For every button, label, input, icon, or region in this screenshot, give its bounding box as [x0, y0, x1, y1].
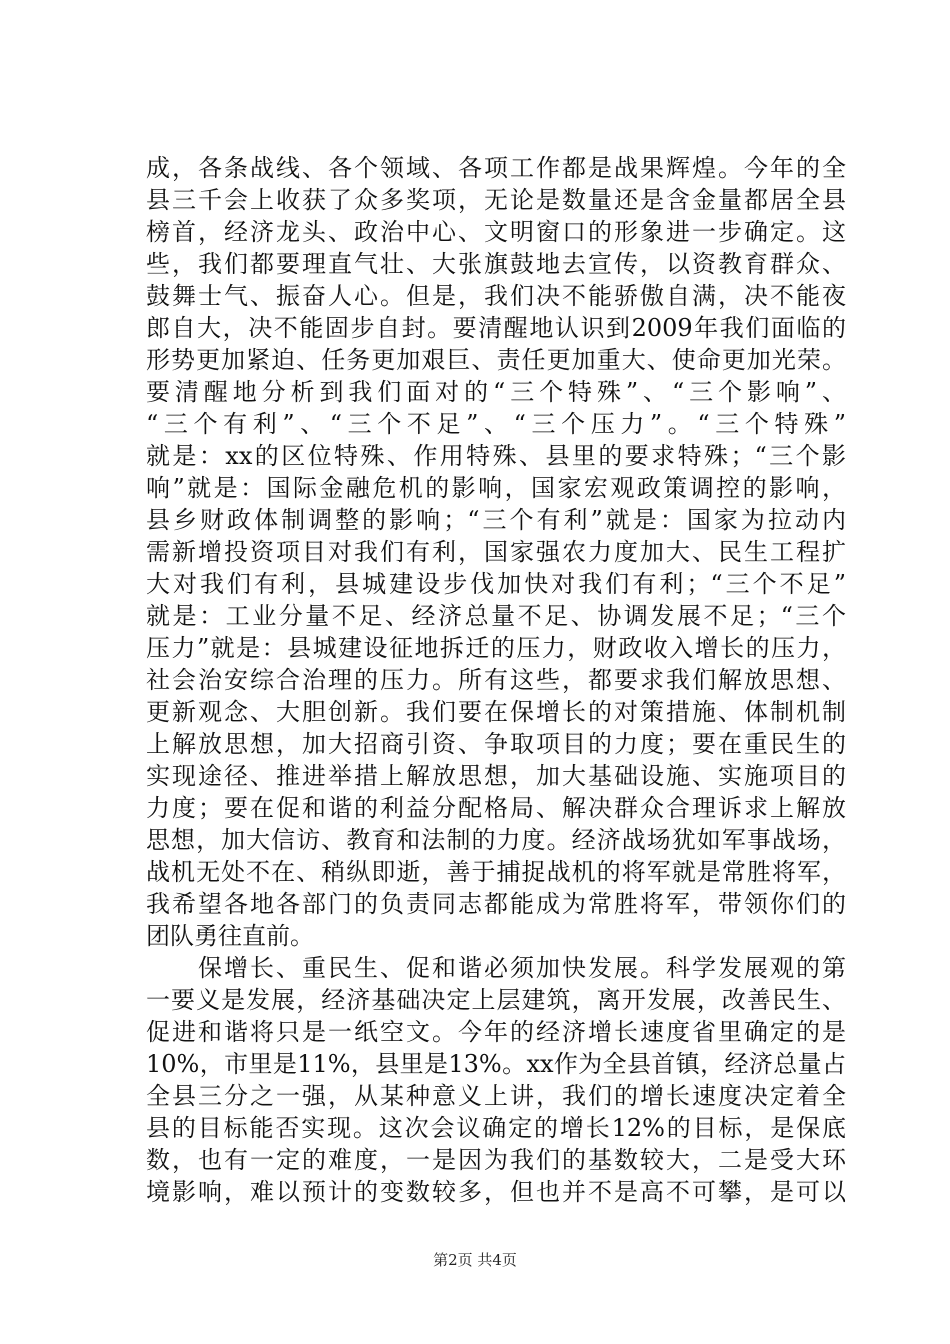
- text-line: 县三千会上收获了众多奖项，无论是数量还是含金量都居全县: [146, 186, 846, 214]
- text-line: 上解放思想，加大招商引资、争取项目的力度；要在重民生的: [146, 730, 846, 758]
- text-line: 就是：工业分量不足、经济总量不足、协调发展不足；“三个: [146, 602, 846, 630]
- text-line: 响”就是：国际金融危机的影响，国家宏观政策调控的影响，: [146, 474, 846, 502]
- text-line: 力度；要在促和谐的利益分配格局、解决群众合理诉求上解放: [146, 794, 846, 822]
- text-line: 实现途径、推进举措上解放思想，加大基础设施、实施项目的: [146, 762, 846, 790]
- text-line: 压力”就是：县城建设征地拆迁的压力，财政收入增长的压力，: [146, 634, 846, 662]
- text-line: 鼓舞士气、振奋人心。但是，我们决不能骄傲自满，决不能夜: [146, 282, 846, 310]
- text-line: “三个有利”、“三个不足”、“三个压力”。“三个特殊”: [146, 410, 846, 438]
- text-line: 榜首，经济龙头、政治中心、文明窗口的形象进一步确定。这: [146, 218, 846, 246]
- text-line: 思想，加大信访、教育和法制的力度。经济战场犹如军事战场，: [146, 826, 846, 854]
- text-line: 战机无处不在、稍纵即逝，善于捕捉战机的将军就是常胜将军，: [146, 858, 846, 886]
- text-line: 大对我们有利，县城建设步伐加快对我们有利；“三个不足”: [146, 570, 846, 598]
- text-line: 团队勇往直前。: [146, 922, 314, 950]
- text-line: 保增长、重民生、促和谐必须加快发展。科学发展观的第: [146, 954, 846, 982]
- text-line: 就是：xx的区位特殊、作用特殊、县里的要求特殊；“三个影: [146, 442, 846, 470]
- text-line: 我希望各地各部门的负责同志都能成为常胜将军，带领你们的: [146, 890, 846, 918]
- text-line: 些，我们都要理直气壮、大张旗鼓地去宣传，以资教育群众、: [146, 250, 846, 278]
- text-line: 县乡财政体制调整的影响；“三个有利”就是：国家为拉动内: [146, 506, 846, 534]
- text-line: 成，各条战线、各个领域、各项工作都是战果辉煌。今年的全: [146, 154, 846, 182]
- text-line: 需新增投资项目对我们有利，国家强农力度加大、民生工程扩: [146, 538, 846, 566]
- text-line: 郎自大，决不能固步自封。要清醒地认识到2009年我们面临的: [146, 314, 846, 342]
- text-line: 10%，市里是11%，县里是13%。xx作为全县首镇，经济总量占: [146, 1050, 846, 1078]
- text-line: 县的目标能否实现。这次会议确定的增长12%的目标，是保底: [146, 1114, 846, 1142]
- text-line: 形势更加紧迫、任务更加艰巨、责任更加重大、使命更加光荣。: [146, 346, 846, 374]
- text-line: 数，也有一定的难度，一是因为我们的基数较大，二是受大环: [146, 1146, 846, 1174]
- text-line: 促进和谐将只是一纸空文。今年的经济增长速度省里确定的是: [146, 1018, 846, 1046]
- text-line: 一要义是发展，经济基础决定上层建筑，离开发展，改善民生、: [146, 986, 846, 1014]
- text-line: 更新观念、大胆创新。我们要在保增长的对策措施、体制机制: [146, 698, 846, 726]
- text-line: 境影响，难以预计的变数较多，但也并不是高不可攀，是可以: [146, 1178, 846, 1206]
- body-text: [146, 152, 846, 1208]
- text-line: 社会治安综合治理的压力。所有这些，都要求我们解放思想、: [146, 666, 846, 694]
- text-line: 全县三分之一强，从某种意义上讲，我们的增长速度决定着全: [146, 1082, 846, 1110]
- text-line: 要清醒地分析到我们面对的“三个特殊”、“三个影响”、: [146, 378, 846, 406]
- page-footer: 第2页 共4页: [433, 1251, 517, 1269]
